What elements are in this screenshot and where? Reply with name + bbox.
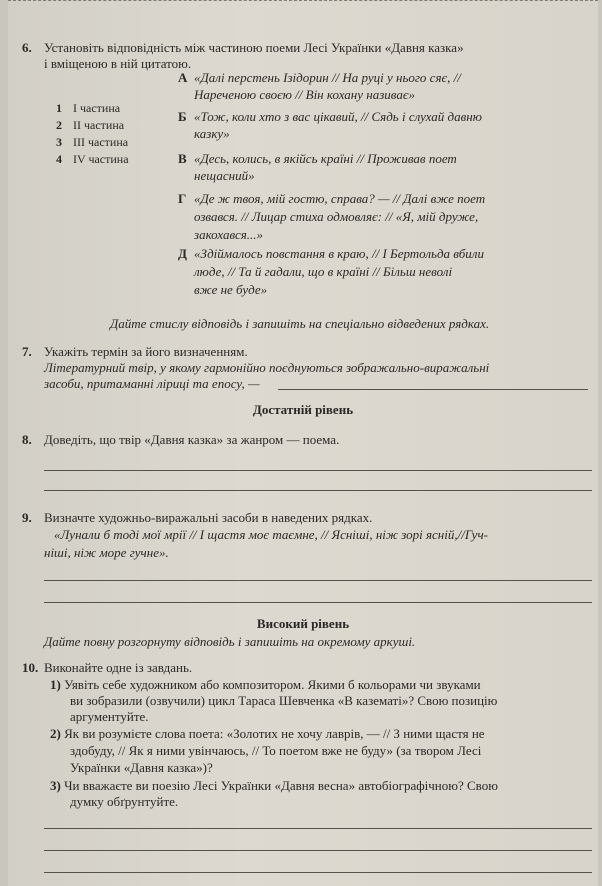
textbook-page: 6. Установіть відповідність між частиною поеми Лесі Українки «Давня казка» і вміщеною в ній цитатою. 1 І частина 2 ІІ частина 3 ІІІ частина 4 IV частина А «Далі перстень Ізідорин // На руці у нього сяє, // Нареченою своєю // Він кохану називає» Б «Тож, коли хто з вас цікавий, // Сядь і слухай давню казку» В «Десь, колись, в якійсь країні // Проживав поет нещасний» Г «Де ж твоя, мій гостю, справа? — // Далі вже поет озвався. // Лицар стиха одмовляє: // «Я, мій друже, закохався...» Д «Здіймалось повстання в краю, // І Бертольда вбили люде, // Та й гадали, що в країні // Більш неволі вже не буде» Дайте стислу відповідь і запишіть на спеціально відведених рядках. 7. Укажіть термін за його визначенням. Літературний твір, у якому гармонійно поєднуються зображально-виражальні засоби, притаманні ліриці та епосу, — Достатній рівень 8. Доведіть, що твір «Давня казка» за жанром — поема. 9. Визначте художньо-виражальні засоби в наведених рядках. «Лунали б тоді мої мрії // І щастя моє таємне, // Ясніші, ніж зорі ясній,//Гуч- ніші, ніж море гучне». Високий рівень Дайте повну розгорнуту відповідь і запишіть на окремому аркуші. 10. Виконайте одне із завдань. 1) Уявіть себе художником або композитором. Якими б кольорами чи звуками ви зобразили (озвучили) цикл Тараса Шевченка «В казематі»? Свою позицію аргументуйте. 2) Як ви розумієте слова поета: «Золотих не хочу лаврів, — // З ними щастя не здобуду, // Як я ними увінчаюсь, // То поетом вже не буду» (за твором Лесі Українки «Давня казка»)? 3) Чи вважаєте ви поезію Лесі Українки «Давня весна» автобіографічною? Свою думку обґрунтуйте. xyxy=(8,0,598,886)
answer-line[interactable] xyxy=(44,580,592,581)
answer-line[interactable] xyxy=(44,850,592,851)
question-number: 8. xyxy=(22,432,32,447)
question-10-title: Виконайте одне із завдань. xyxy=(44,660,193,675)
short-answer-instruction: Дайте стислу відповідь і запишіть на спеціально відведених рядках. xyxy=(110,316,490,331)
question-number: 7. xyxy=(22,344,32,359)
answer-line[interactable] xyxy=(44,470,592,471)
question-6-title-line1: Установіть відповідність між частиною поеми Лесі Українки «Давня казка» xyxy=(44,40,464,55)
answer-line[interactable] xyxy=(44,490,592,491)
question-7-definition-line2: засоби, притаманні ліриці та епосу, — xyxy=(44,376,260,391)
answer-line[interactable] xyxy=(44,872,592,873)
high-level-instruction: Дайте повну розгорнуту відповідь і запишіть на окремому аркуші. xyxy=(44,634,416,649)
level-heading-high: Високий рівень xyxy=(256,616,350,631)
part-item: 1 І частина xyxy=(56,101,121,115)
question-number: 9. xyxy=(22,510,32,525)
part-item: 3 ІІІ частина xyxy=(56,135,129,149)
question-8-title: Доведіть, що твір «Давня казка» за жанром — поема. xyxy=(44,432,340,447)
level-heading-sufficient: Достатній рівень xyxy=(252,402,354,417)
question-number: 10. xyxy=(22,660,39,675)
question-9-quote-line1: «Лунали б тоді мої мрії // І щастя моє таємне, // Ясніші, ніж зорі ясній,//Гуч- xyxy=(54,527,488,542)
answer-line[interactable] xyxy=(278,389,588,390)
question-number: 6. xyxy=(22,40,32,55)
part-item: 2 ІІ частина xyxy=(56,118,125,132)
answer-line[interactable] xyxy=(44,828,592,829)
question-7-title: Укажіть термін за його визначенням. xyxy=(44,344,248,359)
question-9-quote-line2: ніші, ніж море гучне». xyxy=(44,545,169,560)
part-item: 4 IV частина xyxy=(56,152,129,166)
question-6-title-line2: і вміщеною в ній цитатою. xyxy=(44,56,192,71)
answer-line[interactable] xyxy=(44,602,592,603)
question-7-definition-line1: Літературний твір, у якому гармонійно поєднуються зображально-виражальні xyxy=(44,360,490,375)
question-9-title: Визначте художньо-виражальні засоби в наведених рядках. xyxy=(44,510,373,525)
